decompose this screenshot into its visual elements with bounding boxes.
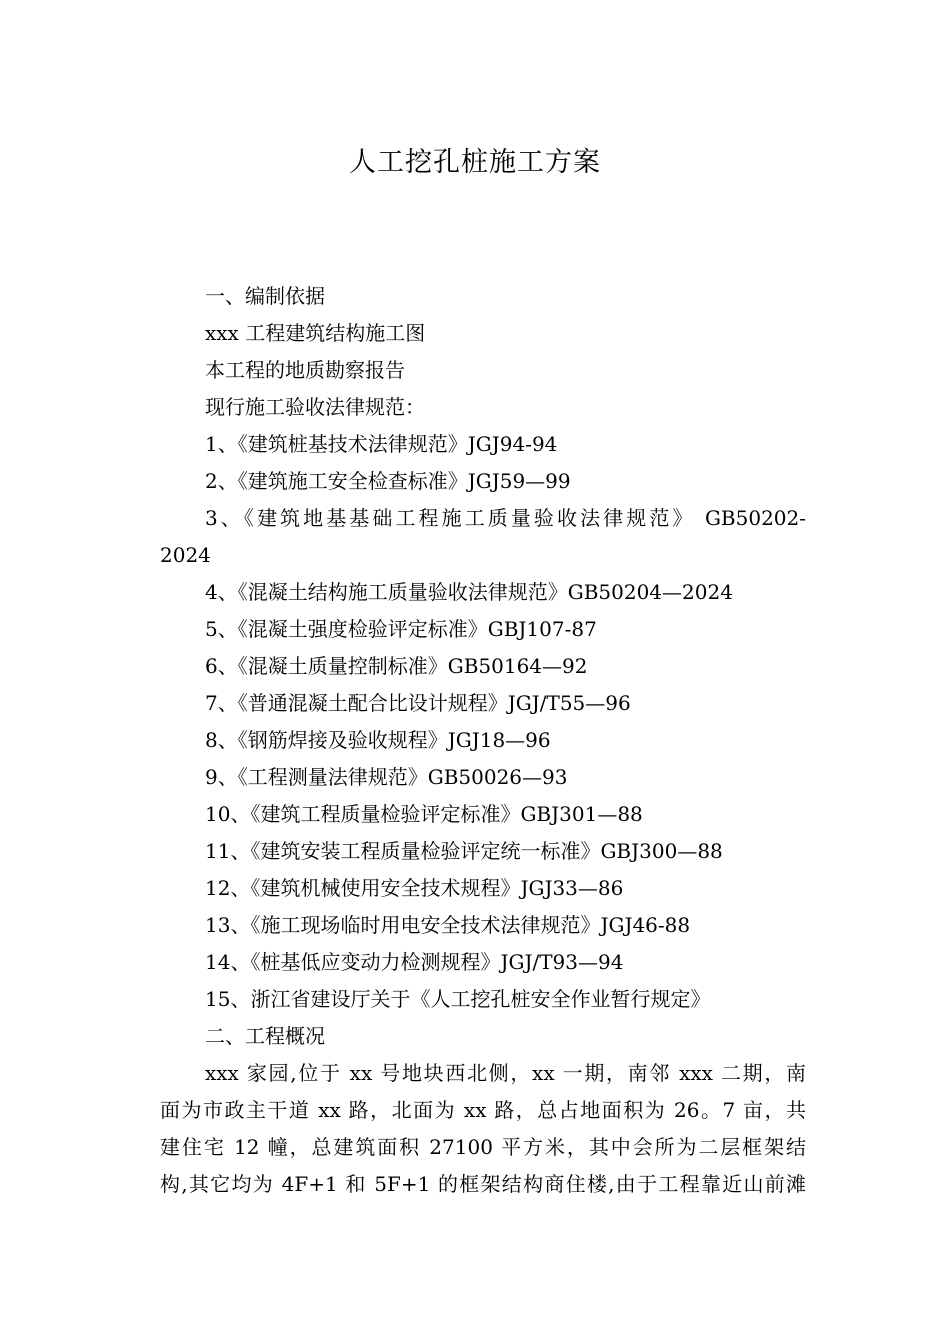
standard-item: 11、《建筑安装工程质量检验评定统一标准》GBJ300—88 bbox=[205, 839, 723, 863]
standard-item: 12、《建筑机械使用安全技术规程》JGJ33—86 bbox=[205, 876, 624, 900]
standard-item: 9、《工程测量法律规范》GB50026—93 bbox=[205, 765, 568, 789]
paragraph-line: 面为市政主干道 xx 路，北面为 xx 路，总占地面积为 26。7 亩，共 bbox=[160, 1098, 806, 1122]
paragraph-line: 建住宅 12 幢，总建筑面积 27100 平方米，其中会所为二层框架结 bbox=[160, 1135, 806, 1159]
paragraph-line: xxx 家园,位于 xx 号地块西北侧，xx 一期，南邻 xxx 二期，南 bbox=[205, 1061, 806, 1085]
document-title: 人工挖孔桩施工方案 bbox=[349, 147, 601, 178]
standard-item: 3、《建筑地基基础工程施工质量验收法律规范》 GB50202- bbox=[205, 506, 806, 530]
standard-item: 5、《混凝土强度检验评定标准》GBJ107-87 bbox=[205, 617, 597, 641]
standard-item: 6、《混凝土质量控制标准》GB50164—92 bbox=[205, 654, 588, 678]
section-heading: 二、工程概况 bbox=[205, 1024, 325, 1048]
standard-item: 2、《建筑施工安全检查标准》JGJ59—99 bbox=[205, 469, 571, 493]
basis-line: 现行施工验收法律规范： bbox=[205, 395, 425, 419]
standard-item: 10、《建筑工程质量检验评定标准》GBJ301—88 bbox=[205, 802, 643, 826]
standard-item: 14、《桩基低应变动力检测规程》JGJ/T93—94 bbox=[205, 950, 624, 974]
overview-paragraph bbox=[160, 1055, 806, 1203]
standard-item: 1、《建筑桩基技术法律规范》JGJ94-94 bbox=[205, 432, 558, 456]
paragraph-line: 构,其它均为 4F+1 和 5F+1 的框架结构商住楼,由于工程靠近山前滩 bbox=[160, 1172, 806, 1196]
standard-item: 4、《混凝土结构施工质量验收法律规范》GB50204—2024 bbox=[205, 580, 733, 604]
standard-item: 8、《钢筋焊接及验收规程》JGJ18—96 bbox=[205, 728, 551, 752]
standard-item: 7、《普通混凝土配合比设计规程》JGJ/T55—96 bbox=[205, 691, 631, 715]
standard-item: 13、《施工现场临时用电安全技术法律规范》JGJ46-88 bbox=[205, 913, 691, 937]
standard-item: 15、浙江省建设厅关于《人工挖孔桩安全作业暂行规定》 bbox=[205, 987, 711, 1011]
basis-line: xxx 工程建筑结构施工图 bbox=[205, 321, 426, 345]
basis-line: 本工程的地质勘察报告 bbox=[205, 358, 405, 382]
section-heading: 一、编制依据 bbox=[205, 284, 325, 308]
document-body bbox=[160, 278, 806, 1203]
standard-item-continuation: 2024 bbox=[160, 543, 211, 567]
